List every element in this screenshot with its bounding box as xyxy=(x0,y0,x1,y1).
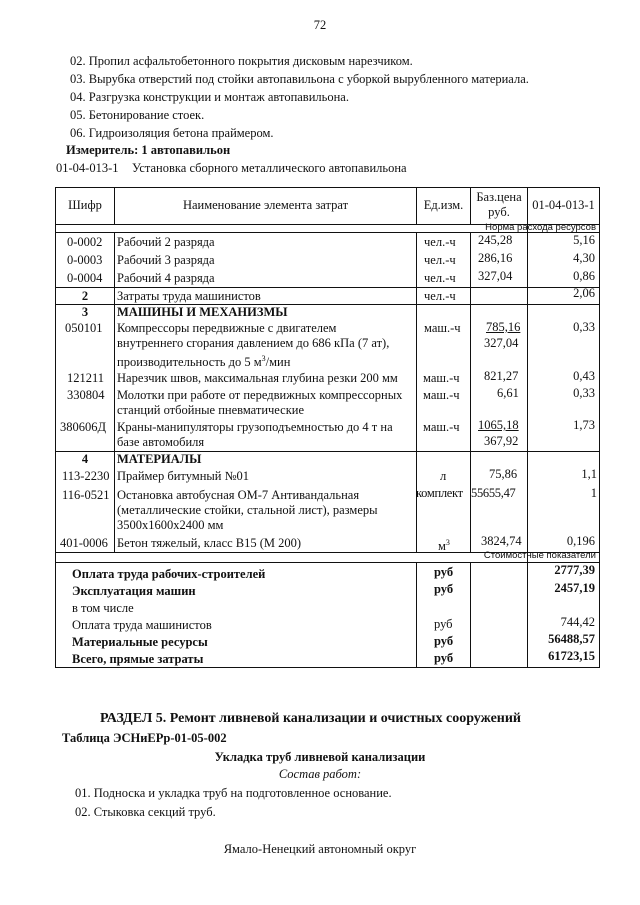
row-norm: 0,86 xyxy=(573,269,595,283)
work-item: 01. Подноска и укладка труб на подготовленное основание. xyxy=(75,786,392,800)
row-unit: маш.-ч xyxy=(423,420,460,434)
work-item: 02. Стыковка секций труб. xyxy=(75,805,216,819)
cost-value: 744,42 xyxy=(560,615,595,629)
row-norm: 1,73 xyxy=(573,418,595,432)
work-item: 06. Гидроизоляция бетона праймером. xyxy=(70,126,274,140)
row-name: Рабочий 2 разряда xyxy=(117,235,215,249)
item-code: 01-04-013-1 xyxy=(56,161,119,175)
row-norm: 1,1 xyxy=(581,467,597,481)
row-unit: чел.-ч xyxy=(424,235,456,249)
row-name: станций отбойные пневматические xyxy=(117,403,305,417)
row-name: Рабочий 4 разряда xyxy=(117,271,215,285)
header-unit: Ед.изм. xyxy=(423,198,464,212)
table-label: Таблица ЭСНиЕРр-01-05-002 xyxy=(62,731,227,745)
row-name: (металлические стойки, стальной лист), размеры xyxy=(117,503,378,517)
row-norm: 5,16 xyxy=(573,233,595,247)
row-price: 75,86 xyxy=(489,467,518,481)
row-name: производительность до 5 $м^3$/мин xyxy=(117,354,291,370)
header-price-l2: руб. xyxy=(488,205,510,219)
cost-label: Оплата труда машинистов xyxy=(72,618,212,632)
row-price: 3824,74 xyxy=(481,534,522,548)
cost-value: 2457,19 xyxy=(554,581,595,595)
work-item: 03. Вырубка отверстий под стойки автопавильона с уборкой вырубленного материала. xyxy=(70,72,529,86)
row-name: Бетон тяжелый, класс В15 (М 200) xyxy=(117,536,302,550)
row-name: Рабочий 3 разряда xyxy=(117,253,215,267)
row-code: 121211 xyxy=(67,371,105,385)
header-name: Наименование элемента затрат xyxy=(182,198,349,212)
row-price: 245,28 xyxy=(478,233,513,247)
row-price: 1065,18 xyxy=(478,418,519,432)
row-code: 113-2230 xyxy=(62,469,110,483)
row-price: 286,16 xyxy=(478,251,513,265)
row-code: 401-0006 xyxy=(60,536,108,550)
cost-label: Материальные ресурсы xyxy=(72,635,208,649)
row-price: 785,16 xyxy=(486,320,521,334)
row-norm: 0,43 xyxy=(573,369,595,383)
cost-label: Оплата труда рабочих-строителей xyxy=(72,567,266,581)
norm-caption: Норма расхода ресурсов xyxy=(485,222,596,233)
row-norm: 2,06 xyxy=(573,286,595,300)
work-item: 02. Пропил асфальтобетонного покрытия дисковым нарезчиком. xyxy=(70,54,413,68)
row-unit: комплект xyxy=(416,486,463,500)
row-price: 6,61 xyxy=(497,386,519,400)
item-title: Установка сборного металлического автопавильона xyxy=(132,161,407,175)
section-title: РАЗДЕЛ 5. Ремонт ливневой канализации и очистных сооружений xyxy=(100,711,521,726)
cost-value: 2777,39 xyxy=(554,563,595,577)
row-name: Остановка автобусная ОМ-7 Антивандальная xyxy=(117,488,360,502)
cost-value: 61723,15 xyxy=(548,649,595,663)
row-norm: 1 xyxy=(590,486,597,500)
header-code: Шифр xyxy=(68,198,102,212)
cost-value: 56488,57 xyxy=(548,632,595,646)
row-code: 0-0004 xyxy=(67,271,103,285)
row-code: 330804 xyxy=(67,388,105,402)
section-title: МАТЕРИАЛЫ xyxy=(117,452,202,466)
row-unit: маш.-ч xyxy=(423,388,460,402)
row-unit: л xyxy=(440,469,447,483)
row-name: внутреннего сгорания давлением до 686 кПа (7 ат), xyxy=(117,336,390,350)
row-price-2: 327,04 xyxy=(484,336,519,350)
row-name: Нарезчик швов, максимальная глубина резки 200 мм xyxy=(117,371,398,385)
cost-unit: руб xyxy=(434,565,454,579)
row-code: 380606Д xyxy=(60,420,107,434)
cost-caption: Стоимостные показатели xyxy=(483,550,596,561)
row-unit: чел.-ч xyxy=(424,271,456,285)
row-code: 0-0003 xyxy=(67,253,103,267)
section-number: 2 xyxy=(81,289,89,303)
cost-label: Эксплуатация машин xyxy=(72,584,196,598)
row-name: Компрессоры передвижные с двигателем xyxy=(117,321,337,335)
work-item: 04. Разгрузка конструкции и монтаж автопавильона. xyxy=(70,90,349,104)
row-name: Праймер битумный №01 xyxy=(117,469,250,483)
cost-unit: руб xyxy=(434,617,453,631)
header-price-l1: Баз.цена xyxy=(476,190,522,204)
row-name: 3500х1600х2400 мм xyxy=(117,518,224,532)
row-name: Молотки при работе от передвижных компрессорных xyxy=(117,388,403,402)
section-number: 4 xyxy=(81,452,89,466)
row-norm: 0,33 xyxy=(573,320,595,334)
cost-label: в том числе xyxy=(72,601,134,615)
row-code: 050101 xyxy=(65,321,103,335)
cost-label: Всего, прямые затраты xyxy=(72,652,204,666)
row-price: 55655,47 xyxy=(471,486,516,500)
row-price: 327,04 xyxy=(478,269,513,283)
row-norm: 4,30 xyxy=(573,251,595,265)
cost-unit: руб xyxy=(434,634,454,648)
row-unit: чел.-ч xyxy=(424,253,456,267)
works-caption: Состав работ: xyxy=(278,767,362,781)
row-unit: чел.-ч xyxy=(424,289,456,303)
row-norm: 0,33 xyxy=(573,386,595,400)
row-code: 116-0521 xyxy=(62,488,110,502)
cost-unit: руб xyxy=(434,651,454,665)
row-price-2: 367,92 xyxy=(484,434,519,448)
page-number: 72 xyxy=(313,18,327,32)
row-name: базе автомобиля xyxy=(117,435,205,449)
cost-unit: руб xyxy=(434,582,454,596)
subtitle: Укладка труб ливневой канализации xyxy=(214,750,426,764)
row-name: Затраты труда машинистов xyxy=(117,289,261,303)
row-unit: маш.-ч xyxy=(423,371,460,385)
row-unit: $м^3$ xyxy=(438,538,450,554)
header-norm: 01-04-013-1 xyxy=(532,198,595,212)
footer: Ямало-Ненецкий автономный округ xyxy=(223,842,417,856)
row-price: 821,27 xyxy=(484,369,519,383)
row-code: 0-0002 xyxy=(67,235,103,249)
section-number: 3 xyxy=(81,305,89,319)
row-unit: маш.-ч xyxy=(424,321,461,335)
measure-label: Измеритель: 1 автопавильон xyxy=(66,143,231,157)
section-title: МАШИНЫ И МЕХАНИЗМЫ xyxy=(117,305,288,319)
work-item: 05. Бетонирование стоек. xyxy=(70,108,205,122)
row-name: Краны-манипуляторы грузоподъемностью до 4 т на xyxy=(117,420,393,434)
row-norm: 0,196 xyxy=(566,534,595,548)
